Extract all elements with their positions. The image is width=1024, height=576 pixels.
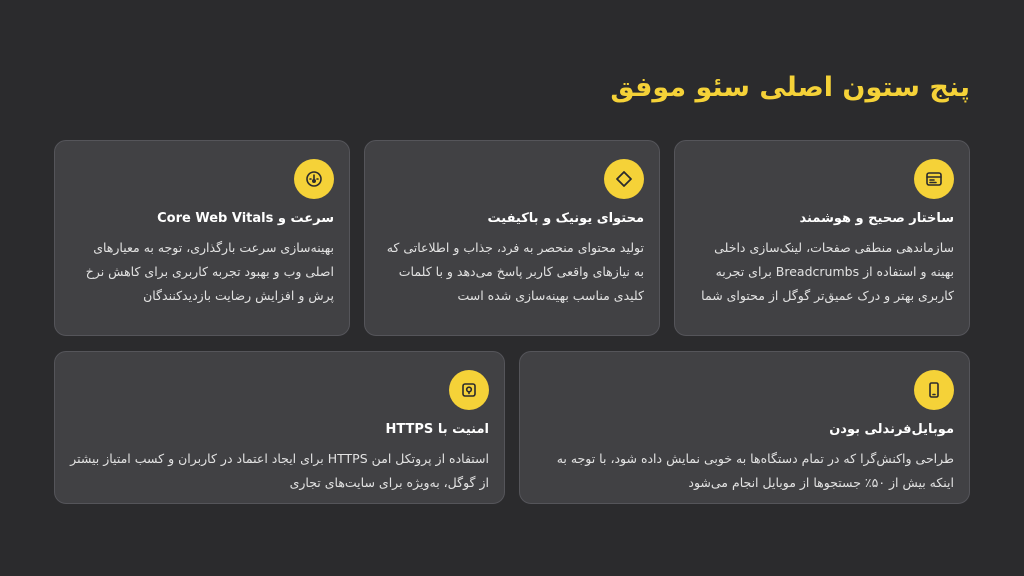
diamond-icon — [604, 159, 644, 199]
card-text: طراحی واکنش‌گرا که در تمام دستگاه‌ها به خوبی نمایش داده شود، با توجه به اینکه بیش از ۵۰٪ جستجوها از موبایل انجام می‌شود — [556, 451, 954, 490]
card-speed — [54, 140, 350, 336]
card-content — [364, 140, 660, 336]
card-text: تولید محتوای منحصر به فرد، جذاب و اطلاعاتی که به نیازهای واقعی کاربر پاسخ می‌دهد و با کلمات کلیدی مناسب بهینه‌سازی شده است — [386, 240, 644, 303]
card-title: موبایل‌فرندلی بودن — [829, 422, 954, 437]
card-structure — [674, 140, 970, 336]
card-title: سرعت و Core Web Vitals — [157, 211, 334, 226]
card-security — [54, 351, 505, 504]
lock-icon — [449, 370, 489, 410]
speedometer-icon — [294, 159, 334, 199]
card-text: استفاده از پروتکل امن HTTPS برای ایجاد اعتماد در کاربران و کسب امتیاز بیشتر از گوگل، به‌ویژه برای سایت‌های تجاری — [70, 451, 489, 490]
card-title: محتوای یونیک و باکیفیت — [487, 211, 644, 226]
card-text: بهینه‌سازی سرعت بارگذاری، توجه به معیارهای اصلی وب و بهبود تجربه کاربری برای کاهش نرخ پرش و افزایش رضایت بازدیدکنندگان — [85, 240, 334, 303]
card-mobile — [519, 351, 970, 504]
card-title: ساختار صحیح و هوشمند — [799, 211, 954, 226]
mobile-icon — [914, 370, 954, 410]
layout-icon — [914, 159, 954, 199]
card-text: سازماندهی منطقی صفحات، لینک‌سازی داخلی بهینه و استفاده از Breadcrumbs برای تجربه کاربری بهتر و درک عمیق‌تر گوگل از محتوای شما — [701, 240, 954, 303]
card-title: امنیت با HTTPS — [385, 422, 489, 437]
page-title: پنج ستون اصلی سئو موفق — [610, 72, 970, 103]
